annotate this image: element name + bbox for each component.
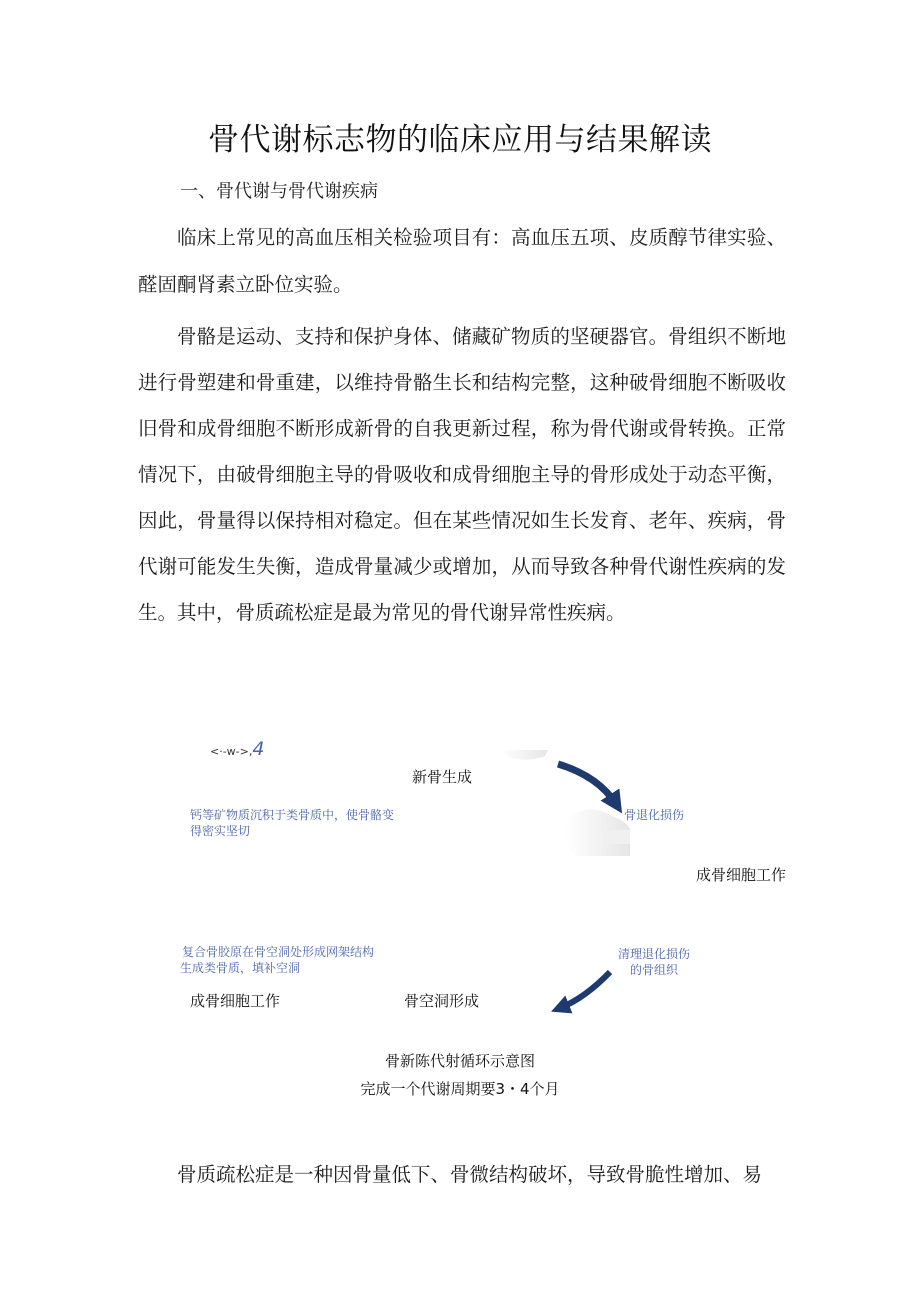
cleanup-line-2: 的骨组织 bbox=[630, 963, 679, 977]
section-heading: 一、骨代谢与骨代谢疾病 bbox=[180, 181, 378, 202]
osteoblast-left-label: 成骨细胞工作 bbox=[190, 992, 281, 1010]
paragraph-osteoporosis: 骨质疏松症是一种因骨量低下、骨微结构破坏，导致骨脆性增加、易 bbox=[177, 1163, 763, 1186]
page-title: 骨代谢标志物的临床应用与结果解读 bbox=[208, 122, 712, 158]
corner-label-text: <·-w->, bbox=[210, 745, 253, 758]
paragraph-bone-metabolism: 骨骼是运动、支持和保护身体、储藏矿物质的坚硬器官。骨组织不断地进行骨塑建和骨重建，以维持骨骼生长和结构完整，这种破骨细胞不断吸收旧骨和成骨细胞不断形成新骨的自我更新过程，称为骨代谢或骨转换。正常情况下，由破骨细胞主导的骨吸收和成骨细胞主导的骨形成处于动态平衡，因此，骨量得以保持相对稳定。但在某些情况如生长发育、老年、疾病，骨代谢可能发生失衡，造成骨量减少或增加，从而导致各种骨代谢性疾病的发生。其中，骨质疏松症是最为常见的骨代谢异常性疾病。 bbox=[138, 325, 786, 624]
bone-cycle-figure bbox=[0, 690, 920, 1130]
corner-number: 4 bbox=[252, 738, 265, 760]
cavity-label: 骨空洞形成 bbox=[404, 992, 480, 1010]
new-bone-label: 新骨生成 bbox=[412, 768, 473, 786]
mineral-line-2: 得密实坚切 bbox=[190, 824, 251, 838]
collagen-line-1: 复合骨胶原在骨空洞处形成网架结构 bbox=[182, 945, 375, 959]
figure-caption-1: 骨新陈代射循环示意图 bbox=[384, 1052, 535, 1070]
corner-label bbox=[210, 738, 264, 760]
paragraph-lab-items: 临床上常见的高血压相关检验项目有：高血压五项、皮质醇节律实验、醛固酮肾素立卧位实验。 bbox=[138, 226, 786, 296]
collagen-line-2: 生成类骨质，填补空洞 bbox=[180, 961, 301, 975]
figure-caption-2: 完成一个代谢周期要3・4个月 bbox=[360, 1080, 560, 1098]
bone-stem bbox=[606, 830, 630, 844]
arrow-cleanup-to-cavity bbox=[560, 972, 610, 1008]
mineral-line-1: 钙等矿物质沉积于类骨质中，使骨骼变 bbox=[190, 808, 395, 822]
osteoblast-right-label: 成骨细胞工作 bbox=[696, 866, 787, 884]
arrow-new-bone-to-degraded bbox=[558, 764, 616, 804]
degraded-label: 骨退化损伤 bbox=[624, 808, 685, 822]
cleanup-text bbox=[618, 946, 690, 978]
bone-top-shape bbox=[500, 750, 548, 760]
mineral-text bbox=[190, 807, 394, 839]
cleanup-line-1: 清理退化损伤 bbox=[618, 947, 691, 961]
collagen-text bbox=[180, 944, 374, 976]
